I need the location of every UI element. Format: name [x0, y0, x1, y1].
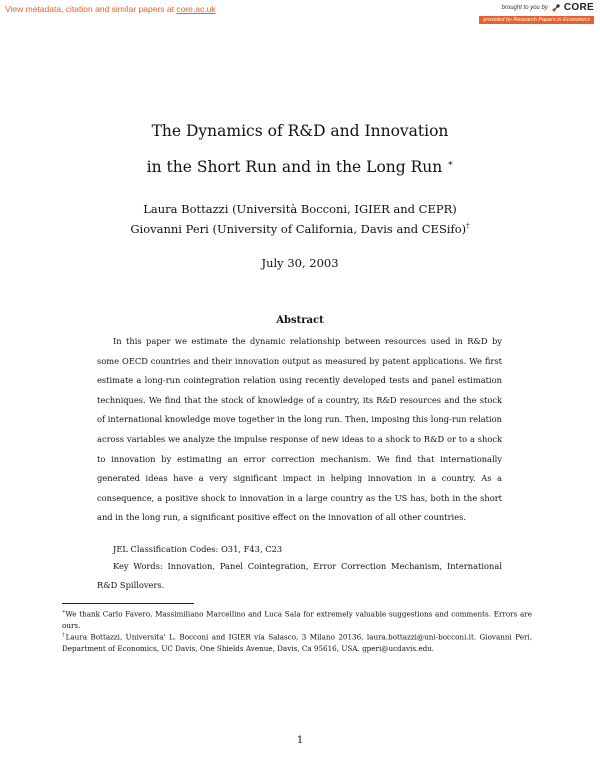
title-line2-text: in the Short Run and in the Long Run	[146, 158, 443, 176]
core-link-url[interactable]: core.ac.uk	[176, 4, 216, 14]
core-link-prefix: View metadata, citation and similar papers at	[5, 4, 177, 14]
paper-title-line2	[0, 158, 600, 176]
page-number: 1	[296, 735, 304, 746]
footnote-rule	[62, 603, 194, 604]
core-brought-by[interactable]	[502, 2, 594, 13]
author-peri	[0, 222, 600, 236]
core-logo-icon	[551, 3, 561, 13]
paper-date: July 30, 2003	[261, 256, 339, 270]
paper-title-line1: The Dynamics of R&D and Innovation	[151, 122, 449, 140]
jel-codes: JEL Classification Codes: O31, F43, C23	[113, 544, 283, 554]
footnote-2	[62, 630, 532, 654]
title-footnote-mark: ∗	[447, 158, 454, 169]
core-provided-by[interactable]: provided by Research Papers in Economics	[479, 16, 594, 24]
core-banner	[0, 0, 600, 24]
core-logo: CORE	[563, 2, 594, 13]
core-metadata-link[interactable]	[5, 4, 216, 14]
author-peri-mark: †	[466, 222, 470, 231]
keywords: Key Words: Innovation, Panel Cointegration, Error Correction Mechanism, International R&D Spillovers.	[97, 561, 502, 590]
author-peri-text: Giovanni Peri (University of California, Davis and CESifo)	[130, 222, 467, 236]
footnote-1-text: We thank Carlo Favero, Massimiliano Marcellino and Luca Sala for extremely valuable suggestions and comments. Errors are ours.	[62, 609, 532, 630]
footnote-1-mark: ∗	[62, 609, 66, 615]
author-bottazzi: Laura Bottazzi (Università Bocconi, IGIER and CEPR)	[143, 202, 457, 216]
footnote-2-mark: †	[62, 632, 66, 638]
abstract-body: In this paper we estimate the dynamic relationship between resources used in R&D by some OECD countries and their innovation output as measured by patent applications. We first estimate a long-run cointegration relation using recently developed tests and panel estimation techniques. We find that the stock of knowledge of a country, its R&D resources and the stock of international knowledge move together in the long run. Then, imposing this long-run relation across variables we analyze the impulse response of new ideas to a shock to R&D or to a shock to innovation by estimating an error correction mechanism. We find that internationally generated ideas have a very significant impact in helping innovation in a country. As a consequence, a positive shock to innovation in a large country as the US has, both in the short and in the long run, a significant positive effect on the innovation of all other countries.	[97, 336, 502, 523]
abstract-heading: Abstract	[276, 315, 324, 326]
footnote-2-text: Laura Bottazzi, Universita' L. Bocconi and IGIER via Salasco, 3 Milano 20136, laura.bottazzi@uni-bocconi.it. Giovanni Peri, Department of Economics, UC Davis, One Shields Avenue, Davis, Ca 95616, USA. gperi@ucdavis.edu.	[62, 632, 532, 653]
footnote-1	[62, 607, 532, 631]
brought-to-you-text: brought to you by	[501, 4, 548, 11]
